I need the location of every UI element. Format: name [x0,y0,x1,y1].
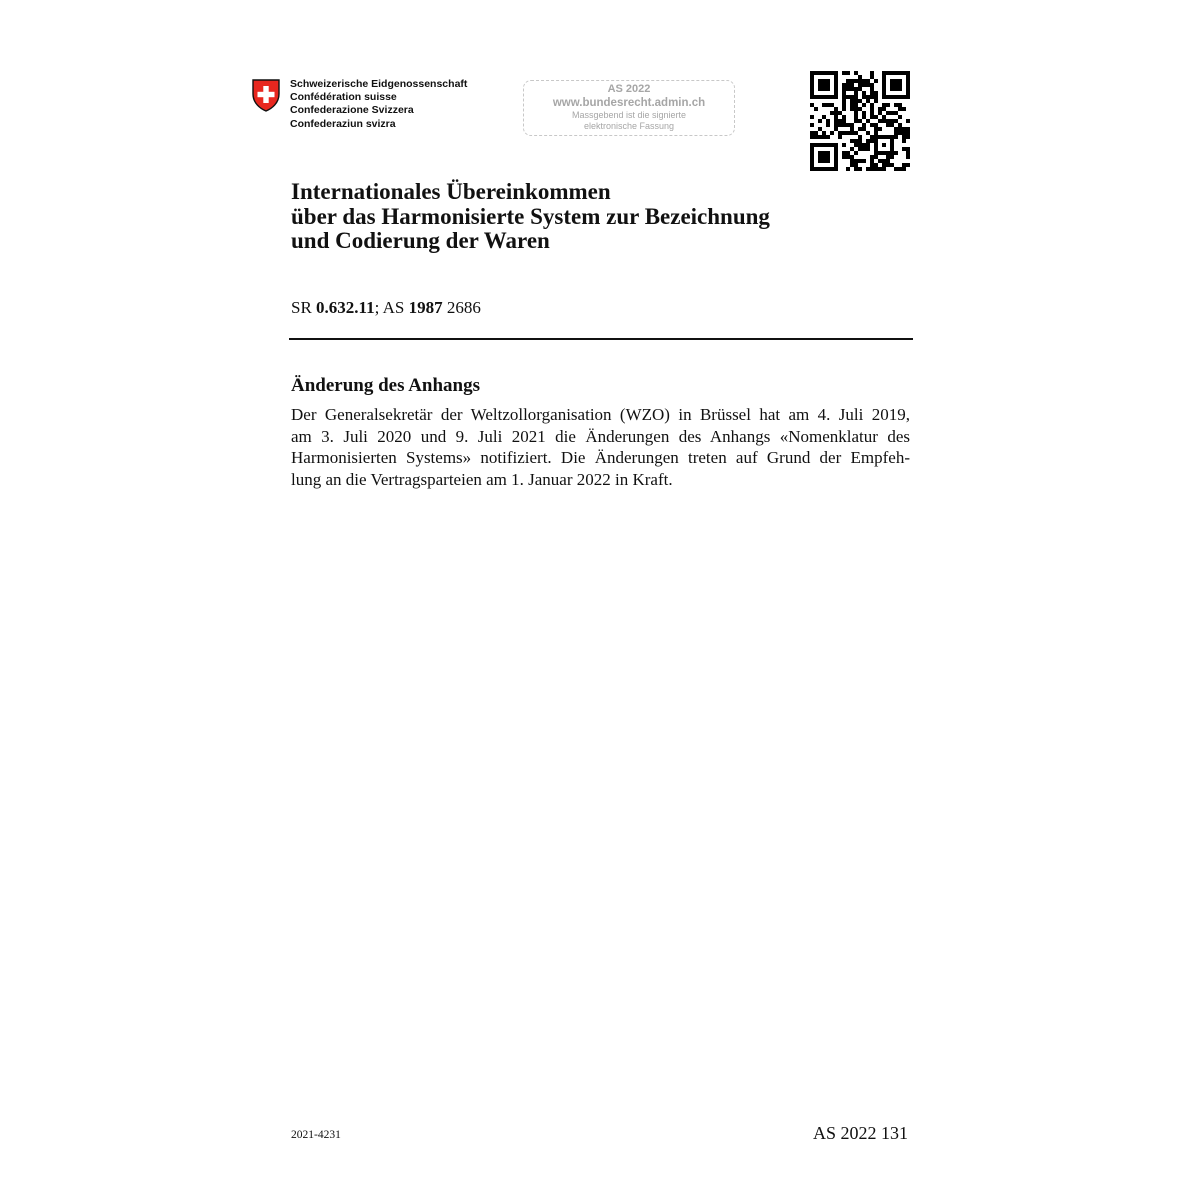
publication-reference: AS 2022 131 [813,1123,909,1143]
confederation-name-fr: Confédération suisse [290,91,397,104]
stamp-note-line2: elektronische Fassung [583,121,675,131]
confederation-name-rm: Confederaziun svizra [290,117,396,130]
confederation-name-it: Confederazione Svizzera [290,104,414,117]
confederation-name-de: Schweizerische Eidgenossenschaft [290,78,468,90]
qr-code-icon [810,71,910,171]
paragraph-line: am 3. Juli 2020 und 9. Juli 2021 die Änderungen des Anhangs «Nomenklatur des [291,426,910,446]
swiss-coat-of-arms-icon [251,78,281,112]
title-line: über das Harmonisierte System zur Bezeichnung [291,203,770,229]
as-page: 2686 [442,298,481,317]
stamp-website: www.bundesrecht.admin.ch [552,97,706,109]
confederation-names [290,78,467,131]
paragraph-line: Harmonisierten Systems» notifiziert. Die Änderungen treten auf Grund der Empfeh- [291,448,910,467]
as-separator: ; AS [374,298,409,317]
document-id: 2021-4231 [291,1129,341,1141]
paragraph-line: Der Generalsekretär der Weltzollorganisation (WZO) in Brüssel hat am 4. Juli 2019, [291,405,910,424]
stamp-note-line1: Massgebend ist die signierte [571,110,687,120]
document-title [291,180,911,254]
stamp-as-year: AS 2022 [607,83,651,95]
title-line: und Codierung der Waren [291,228,550,253]
horizontal-rule [289,338,913,340]
sr-reference [291,298,481,318]
sr-prefix: SR [291,298,317,317]
section-heading: Änderung des Anhangs [291,375,481,396]
official-publication-stamp [523,80,735,136]
paragraph-line: lung an die Vertragsparteien am 1. Januar 2022 in Kraft. [291,469,673,489]
as-year: 1987 [408,298,443,317]
title-line: Internationales Übereinkommen [291,179,611,204]
sr-number: 0.632.11 [316,298,375,317]
amendment-paragraph [291,404,910,490]
